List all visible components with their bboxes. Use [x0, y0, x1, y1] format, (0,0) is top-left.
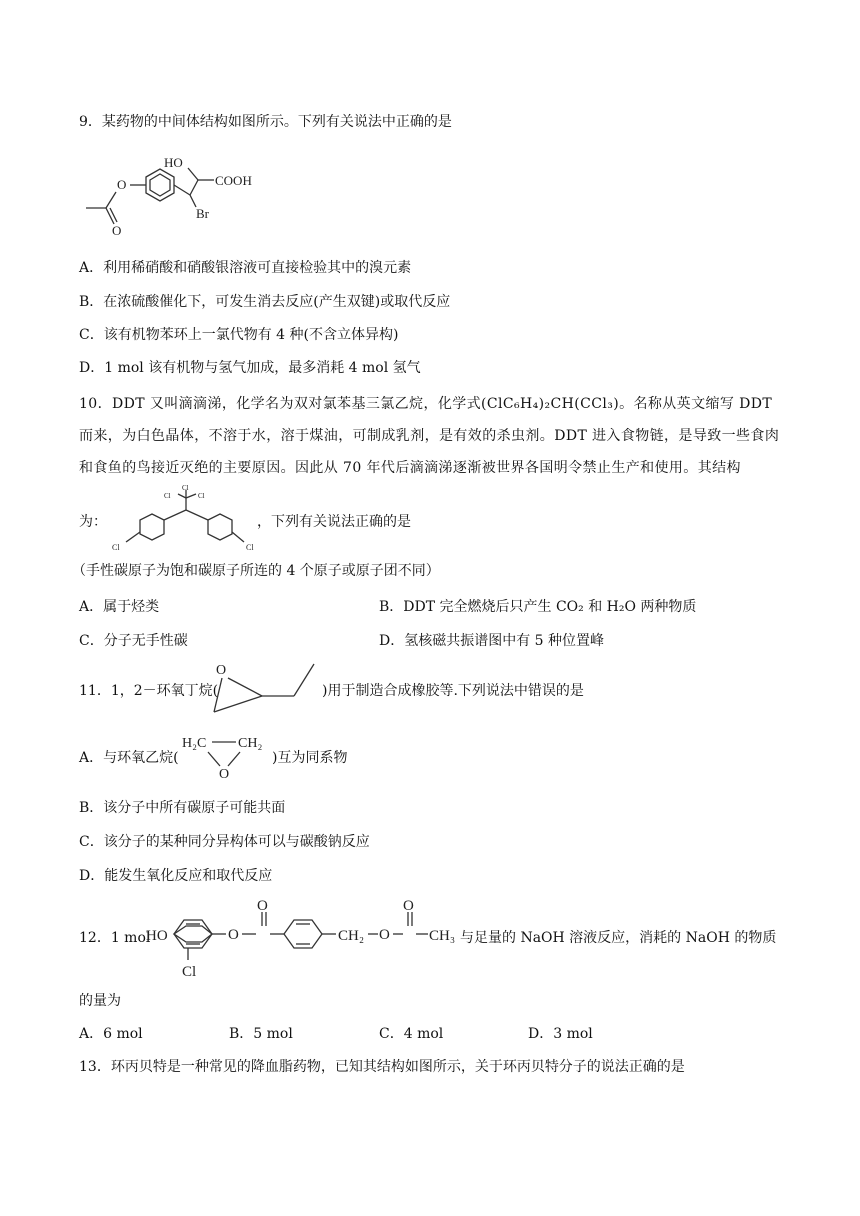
q9-option-c[interactable]: C．该有机物苯环上一氯代物有 4 种(不含立体异构) [79, 327, 399, 343]
q9-br: Br [196, 206, 209, 221]
q11-stem-prefix: 11．1，2－环氧丁烷( [79, 683, 219, 699]
q12-option-c[interactable]: C．4 mol [379, 1026, 444, 1042]
q9-option-b[interactable]: B．在浓硫酸催化下，可发生消去反应(产生双键)或取代反应 [79, 294, 451, 310]
q9-option-a[interactable]: A．利用稀硝酸和硝酸银溶液可直接检验其中的溴元素 [79, 260, 412, 276]
q11-ch2: CH₂ [238, 736, 263, 751]
q9-cooh: COOH [215, 173, 252, 188]
q11-option-c[interactable]: C．该分子的某种同分异构体可以与碳酸钠反应 [79, 834, 370, 850]
q9-ho: HO [164, 155, 183, 170]
q10-cl-ring-right: Cl [246, 543, 254, 552]
q9-o-ester: O [117, 177, 127, 192]
q12-stem-cont: 的量为 [79, 993, 121, 1009]
q12-o-ester1: O [228, 927, 239, 943]
q12-ch3: CH₃ [429, 928, 456, 944]
q10-ddt-structure [106, 484, 266, 554]
q10-struct-prefix: 为： [79, 514, 107, 530]
q13-stem: 13．环丙贝特是一种常见的降血脂药物，已知其结构如图所示，关于环丙贝特分子的说法正确的是 [79, 1059, 685, 1075]
q9-structure [80, 150, 280, 240]
q11-option-d[interactable]: D．能发生氧化反应和取代反应 [79, 868, 273, 884]
q11-option-a-prefix[interactable]: A．与环氧乙烷( [79, 750, 179, 766]
q10-cl-right: Cl [198, 492, 205, 500]
q10-stem: 10．DDT 又叫滴滴涕，化学名为双对氯苯基三氯乙烷，化学式(ClC₆H₄)₂CH(CCl₃)。名称从英文缩写 DDT 而来，为白色晶体，不溶于水，溶于煤油，可制成乳剂，是有效的杀虫剂。DDT 进入食物链，是导致一些食肉和食鱼的鸟接近灭绝的主要原因。因此从 70 年代后滴滴涕逐渐被世界各国明令禁止生产和使用。其结构 [79, 396, 780, 476]
q12-ho: HO [146, 928, 168, 944]
q11-o-ring: O [219, 767, 230, 782]
q11-h2c: H₂C [182, 736, 207, 751]
q12-o-carbonyl1: O [257, 898, 268, 914]
q10-option-c[interactable]: C．分子无手性碳 [79, 633, 188, 649]
q10-cl-left: Cl [164, 492, 171, 500]
q12-ch2: CH₂ [338, 928, 365, 944]
q11-option-a-suffix[interactable]: )互为同系物 [272, 750, 348, 766]
q10-struct-suffix: ，下列有关说法正确的是 [257, 514, 411, 530]
q12-structure [146, 894, 458, 980]
q10-cl-ring-left: Cl [112, 543, 120, 552]
q12-option-a[interactable]: A．6 mol [79, 1026, 143, 1042]
q12-option-b[interactable]: B．5 mol [229, 1026, 293, 1042]
q11-o: O [216, 663, 227, 678]
q9-stem: 9．某药物的中间体结构如图所示。下列有关说法中正确的是 [79, 114, 452, 130]
q12-o-ester2: O [379, 927, 390, 943]
q12-option-d[interactable]: D．3 mol [528, 1026, 593, 1042]
q10-option-d[interactable]: D．氢核磁共振谱图中有 5 种位置峰 [379, 633, 605, 649]
q10-note: （手性碳原子为饱和碳原子所连的 4 个原子或原子团不同） [72, 563, 440, 579]
q12-o-carbonyl2: O [403, 898, 414, 914]
q11-option-b[interactable]: B．该分子中所有碳原子可能共面 [79, 800, 286, 816]
q11-epoxybutane-structure [212, 660, 322, 722]
q12-stem-suffix: 与足量的 NaOH 溶液反应，消耗的 NaOH 的物质 [460, 930, 777, 946]
q11-stem-suffix: )用于制造合成橡胶等.下列说法中错误的是 [322, 683, 584, 699]
q11-ethylene-oxide-structure [180, 730, 272, 780]
q10-cl-top: Cl [182, 484, 189, 492]
q10-option-b[interactable]: B．DDT 完全燃烧后只产生 CO₂ 和 H₂O 两种物质 [379, 599, 697, 615]
q12-stem-prefix: 12．1 mol [79, 930, 151, 946]
q12-cl: Cl [182, 964, 197, 980]
q9-o-carbonyl: O [112, 223, 122, 238]
q10-option-a[interactable]: A．属于烃类 [79, 599, 160, 615]
q9-option-d[interactable]: D．1 mol 该有机物与氢气加成，最多消耗 4 mol 氢气 [79, 360, 421, 376]
